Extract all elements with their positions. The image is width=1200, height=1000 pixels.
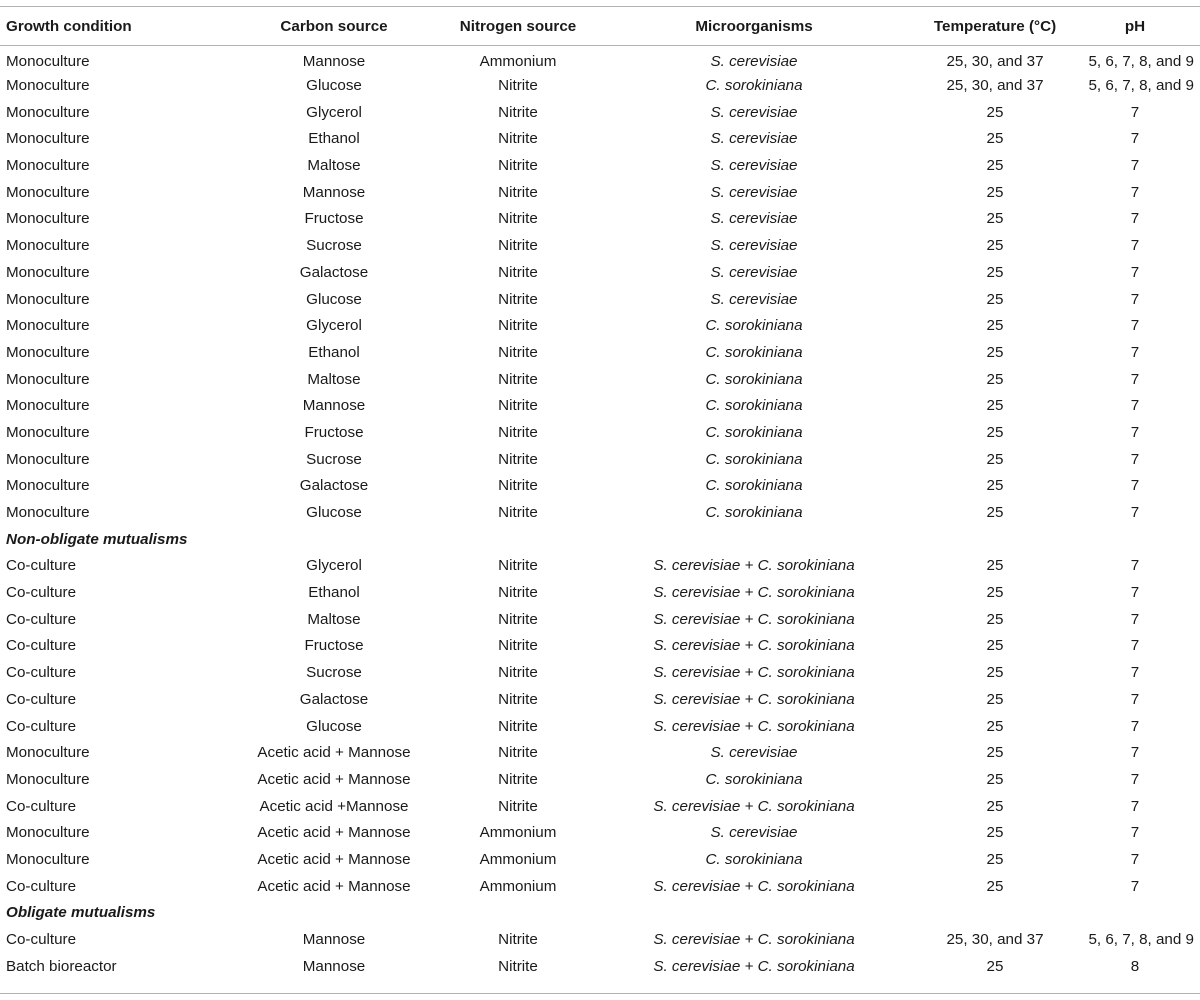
nitrogen-source-cell: Nitrite: [498, 957, 538, 975]
ph-cell: 7: [1130, 744, 1140, 762]
nitrogen-source-cell: Nitrite: [498, 504, 538, 522]
header-growth-condition: Growth condition: [0, 7, 220, 46]
growth-condition-cell: Monoculture: [6, 423, 90, 441]
table-row: [0, 259, 1200, 286]
table-row: [0, 286, 1200, 313]
table-row: [0, 633, 1200, 660]
growth-condition-cell: Co-culture: [6, 664, 77, 682]
temperature-cell: 25: [986, 584, 1004, 602]
table-row: [0, 152, 1200, 179]
temperature-cell: 25: [986, 877, 1004, 895]
growth-condition-cell: Co-culture: [6, 690, 77, 708]
carbon-source-cell: Sucrose: [306, 450, 362, 468]
header-microorganisms: Microorganisms: [588, 7, 920, 46]
table-row: [0, 739, 1200, 766]
nitrogen-source-cell: Nitrite: [498, 717, 538, 735]
microorganisms-cell: S. cerevisiae + C. sorokiniana: [653, 637, 855, 655]
header-ph: pH: [1070, 7, 1200, 46]
temperature-cell: 25: [986, 450, 1004, 468]
nitrogen-source-cell: Nitrite: [498, 77, 538, 95]
carbon-source-cell: Ethanol: [308, 584, 360, 602]
carbon-source-cell: Ethanol: [308, 343, 360, 361]
carbon-source-cell: Glycerol: [306, 103, 362, 121]
table-row: [0, 713, 1200, 740]
temperature-cell: 25: [986, 957, 1004, 975]
growth-condition-cell: Monoculture: [6, 504, 90, 522]
table-row: [0, 126, 1200, 153]
nitrogen-source-cell: Nitrite: [498, 183, 538, 201]
carbon-source-cell: Mannose: [302, 183, 366, 201]
table-row: [0, 72, 1200, 99]
microorganisms-cell: S. cerevisiae + C. sorokiniana: [653, 877, 855, 895]
growth-condition-cell: Co-culture: [6, 584, 77, 602]
temperature-cell: 25: [986, 690, 1004, 708]
nitrogen-source-cell: Ammonium: [479, 824, 557, 842]
table-row: [0, 926, 1200, 953]
nitrogen-source-cell: Nitrite: [498, 584, 538, 602]
temperature-cell: 25: [986, 477, 1004, 495]
ph-cell: 7: [1130, 450, 1140, 468]
ph-cell: 7: [1130, 370, 1140, 388]
temperature-cell: 25: [986, 343, 1004, 361]
growth-condition-cell: Co-culture: [6, 717, 77, 735]
temperature-cell: 25: [986, 183, 1004, 201]
table-row: [0, 793, 1200, 820]
nitrogen-source-cell: Nitrite: [498, 210, 538, 228]
ph-cell: 7: [1130, 664, 1140, 682]
nitrogen-source-cell: Nitrite: [498, 423, 538, 441]
temperature-cell: 25: [986, 103, 1004, 121]
microorganisms-cell: C. sorokiniana: [705, 370, 803, 388]
nitrogen-source-cell: Nitrite: [498, 557, 538, 575]
microorganisms-cell: S. cerevisiae + C. sorokiniana: [653, 717, 855, 735]
carbon-source-cell: Galactose: [299, 690, 369, 708]
ph-cell: 7: [1130, 637, 1140, 655]
carbon-source-cell: Acetic acid +Mannose: [259, 797, 409, 815]
section-label: Non-obligate mutualisms: [6, 530, 188, 548]
nitrogen-source-cell: Nitrite: [498, 237, 538, 255]
ph-cell: 7: [1130, 504, 1140, 522]
nitrogen-source-cell: Nitrite: [498, 343, 538, 361]
growth-condition-cell: Co-culture: [6, 797, 77, 815]
temperature-cell: 25: [986, 504, 1004, 522]
table-row: [0, 179, 1200, 206]
temperature-cell: 25, 30, and 37: [946, 53, 1044, 71]
carbon-source-cell: Acetic acid + Mannose: [257, 850, 411, 868]
temperature-cell: 25: [986, 824, 1004, 842]
microorganisms-cell: S. cerevisiae + C. sorokiniana: [653, 557, 855, 575]
microorganisms-cell: S. cerevisiae: [710, 103, 798, 121]
table-row: [0, 419, 1200, 446]
growth-condition-cell: Monoculture: [6, 210, 90, 228]
table-row: [0, 312, 1200, 339]
temperature-cell: 25: [986, 157, 1004, 175]
microorganisms-cell: S. cerevisiae + C. sorokiniana: [653, 797, 855, 815]
microorganisms-cell: S. cerevisiae: [710, 290, 798, 308]
ph-cell: 7: [1130, 690, 1140, 708]
carbon-source-cell: Glycerol: [306, 317, 362, 335]
nitrogen-source-cell: Ammonium: [479, 53, 557, 71]
carbon-source-cell: Sucrose: [306, 664, 362, 682]
table-row: [0, 499, 1200, 526]
microorganisms-cell: C. sorokiniana: [705, 77, 803, 95]
table-row: [0, 473, 1200, 500]
temperature-cell: 25: [986, 664, 1004, 682]
nitrogen-source-cell: Nitrite: [498, 744, 538, 762]
growth-conditions-table: [0, 6, 1200, 980]
nitrogen-source-cell: Nitrite: [498, 664, 538, 682]
temperature-cell: 25: [986, 290, 1004, 308]
microorganisms-cell: C. sorokiniana: [705, 850, 803, 868]
carbon-source-cell: Glucose: [306, 77, 362, 95]
temperature-cell: 25: [986, 610, 1004, 628]
temperature-cell: 25, 30, and 37: [946, 77, 1044, 95]
temperature-cell: 25: [986, 130, 1004, 148]
growth-condition-cell: Monoculture: [6, 290, 90, 308]
carbon-source-cell: Acetic acid + Mannose: [257, 770, 411, 788]
ph-cell: 7: [1130, 183, 1140, 201]
growth-condition-cell: Monoculture: [6, 770, 90, 788]
nitrogen-source-cell: Nitrite: [498, 450, 538, 468]
growth-condition-cell: Co-culture: [6, 877, 77, 895]
carbon-source-cell: Mannose: [302, 931, 366, 949]
temperature-cell: 25: [986, 637, 1004, 655]
nitrogen-source-cell: Nitrite: [498, 477, 538, 495]
microorganisms-cell: S. cerevisiae: [710, 824, 798, 842]
carbon-source-cell: Maltose: [307, 610, 361, 628]
growth-condition-cell: Monoculture: [6, 53, 90, 71]
growth-condition-cell: Monoculture: [6, 157, 90, 175]
microorganisms-cell: C. sorokiniana: [705, 770, 803, 788]
ph-cell: 7: [1130, 130, 1140, 148]
nitrogen-source-cell: Nitrite: [498, 290, 538, 308]
microorganisms-cell: S. cerevisiae: [710, 130, 798, 148]
growth-condition-cell: Monoculture: [6, 450, 90, 468]
growth-condition-cell: Monoculture: [6, 744, 90, 762]
section-label: Obligate mutualisms: [6, 904, 156, 922]
carbon-source-cell: Mannose: [302, 957, 366, 975]
table-row: [0, 232, 1200, 259]
table-row: [0, 579, 1200, 606]
table-row: [0, 339, 1200, 366]
nitrogen-source-cell: Ammonium: [479, 850, 557, 868]
table-row: [0, 206, 1200, 233]
table-row: [0, 553, 1200, 580]
ph-cell: 7: [1130, 610, 1140, 628]
temperature-cell: 25: [986, 770, 1004, 788]
ph-cell: 7: [1130, 103, 1140, 121]
table-row: [0, 846, 1200, 873]
ph-cell: 7: [1130, 850, 1140, 868]
table-row: [0, 392, 1200, 419]
carbon-source-cell: Glucose: [306, 717, 362, 735]
ph-cell: 7: [1130, 263, 1140, 281]
table-row: [0, 99, 1200, 126]
ph-cell: 7: [1130, 397, 1140, 415]
temperature-cell: 25: [986, 397, 1004, 415]
microorganisms-cell: S. cerevisiae + C. sorokiniana: [653, 610, 855, 628]
table-row: [0, 659, 1200, 686]
table-row: [0, 819, 1200, 846]
microorganisms-cell: C. sorokiniana: [705, 504, 803, 522]
growth-condition-cell: Monoculture: [6, 77, 90, 95]
table-body: [0, 46, 1200, 980]
growth-condition-cell: Batch bioreactor: [6, 957, 117, 975]
table-row: [0, 873, 1200, 900]
carbon-source-cell: Mannose: [302, 53, 366, 71]
temperature-cell: 25: [986, 850, 1004, 868]
ph-cell: 7: [1130, 290, 1140, 308]
ph-cell: 5, 6, 7, 8, and 9: [1088, 931, 1194, 949]
nitrogen-source-cell: Nitrite: [498, 103, 538, 121]
growth-condition-cell: Co-culture: [6, 557, 77, 575]
carbon-source-cell: Acetic acid + Mannose: [257, 877, 411, 895]
ph-cell: 7: [1130, 584, 1140, 602]
microorganisms-cell: S. cerevisiae: [710, 237, 798, 255]
carbon-source-cell: Sucrose: [306, 237, 362, 255]
growth-condition-cell: Monoculture: [6, 183, 90, 201]
growth-condition-cell: Monoculture: [6, 370, 90, 388]
nitrogen-source-cell: Nitrite: [498, 263, 538, 281]
table-row: [0, 446, 1200, 473]
growth-condition-cell: Monoculture: [6, 824, 90, 842]
microorganisms-cell: S. cerevisiae + C. sorokiniana: [653, 584, 855, 602]
ph-cell: 7: [1130, 770, 1140, 788]
temperature-cell: 25: [986, 557, 1004, 575]
temperature-cell: 25, 30, and 37: [946, 931, 1044, 949]
ph-cell: 7: [1130, 824, 1140, 842]
table-row: [0, 366, 1200, 393]
ph-cell: 7: [1130, 477, 1140, 495]
table-row: [0, 686, 1200, 713]
growth-condition-cell: Co-culture: [6, 637, 77, 655]
carbon-source-cell: Acetic acid + Mannose: [257, 824, 411, 842]
temperature-cell: 25: [986, 423, 1004, 441]
nitrogen-source-cell: Nitrite: [498, 397, 538, 415]
temperature-cell: 25: [986, 210, 1004, 228]
growth-condition-cell: Monoculture: [6, 397, 90, 415]
growth-condition-cell: Monoculture: [6, 263, 90, 281]
table-row: [0, 766, 1200, 793]
ph-cell: 7: [1130, 157, 1140, 175]
header-row: [0, 7, 1200, 46]
growth-condition-cell: Monoculture: [6, 103, 90, 121]
carbon-source-cell: Fructose: [304, 210, 364, 228]
carbon-source-cell: Galactose: [299, 477, 369, 495]
growth-condition-cell: Co-culture: [6, 931, 77, 949]
carbon-source-cell: Mannose: [302, 397, 366, 415]
ph-cell: 5, 6, 7, 8, and 9: [1088, 77, 1194, 95]
temperature-cell: 25: [986, 717, 1004, 735]
nitrogen-source-cell: Nitrite: [498, 317, 538, 335]
header-carbon-source: Carbon source: [220, 7, 448, 46]
carbon-source-cell: Ethanol: [308, 130, 360, 148]
carbon-source-cell: Galactose: [299, 263, 369, 281]
growth-condition-cell: Monoculture: [6, 850, 90, 868]
microorganisms-cell: S. cerevisiae: [710, 53, 798, 71]
microorganisms-cell: S. cerevisiae + C. sorokiniana: [653, 931, 855, 949]
temperature-cell: 25: [986, 744, 1004, 762]
temperature-cell: 25: [986, 237, 1004, 255]
ph-cell: 7: [1130, 237, 1140, 255]
nitrogen-source-cell: Nitrite: [498, 637, 538, 655]
nitrogen-source-cell: Nitrite: [498, 690, 538, 708]
microorganisms-cell: S. cerevisiae: [710, 210, 798, 228]
ph-cell: 7: [1130, 557, 1140, 575]
microorganisms-cell: S. cerevisiae: [710, 744, 798, 762]
growth-condition-cell: Monoculture: [6, 477, 90, 495]
nitrogen-source-cell: Nitrite: [498, 157, 538, 175]
ph-cell: 7: [1130, 343, 1140, 361]
carbon-source-cell: Fructose: [304, 423, 364, 441]
temperature-cell: 25: [986, 317, 1004, 335]
carbon-source-cell: Glucose: [306, 290, 362, 308]
bottom-rule: [0, 993, 1200, 994]
table-row: [0, 46, 1200, 73]
section-header-row: [0, 526, 1200, 553]
ph-cell: 8: [1130, 957, 1140, 975]
nitrogen-source-cell: Nitrite: [498, 130, 538, 148]
microorganisms-cell: S. cerevisiae + C. sorokiniana: [653, 690, 855, 708]
growth-condition-cell: Monoculture: [6, 237, 90, 255]
carbon-source-cell: Fructose: [304, 637, 364, 655]
growth-condition-cell: Monoculture: [6, 343, 90, 361]
microorganisms-cell: S. cerevisiae: [710, 263, 798, 281]
carbon-source-cell: Maltose: [307, 157, 361, 175]
growth-condition-cell: Monoculture: [6, 130, 90, 148]
temperature-cell: 25: [986, 370, 1004, 388]
ph-cell: 7: [1130, 423, 1140, 441]
carbon-source-cell: Glucose: [306, 504, 362, 522]
microorganisms-cell: S. cerevisiae: [710, 157, 798, 175]
growth-condition-cell: Monoculture: [6, 317, 90, 335]
nitrogen-source-cell: Nitrite: [498, 797, 538, 815]
microorganisms-cell: C. sorokiniana: [705, 450, 803, 468]
carbon-source-cell: Maltose: [307, 370, 361, 388]
nitrogen-source-cell: Ammonium: [479, 877, 557, 895]
ph-cell: 7: [1130, 877, 1140, 895]
carbon-source-cell: Glycerol: [306, 557, 362, 575]
microorganisms-cell: C. sorokiniana: [705, 343, 803, 361]
ph-cell: 7: [1130, 317, 1140, 335]
microorganisms-cell: C. sorokiniana: [705, 423, 803, 441]
microorganisms-cell: C. sorokiniana: [705, 477, 803, 495]
nitrogen-source-cell: Nitrite: [498, 370, 538, 388]
ph-cell: 7: [1130, 717, 1140, 735]
microorganisms-cell: S. cerevisiae + C. sorokiniana: [653, 957, 855, 975]
temperature-cell: 25: [986, 263, 1004, 281]
nitrogen-source-cell: Nitrite: [498, 770, 538, 788]
temperature-cell: 25: [986, 797, 1004, 815]
ph-cell: 7: [1130, 797, 1140, 815]
microorganisms-cell: C. sorokiniana: [705, 317, 803, 335]
table-row: [0, 606, 1200, 633]
nitrogen-source-cell: Nitrite: [498, 931, 538, 949]
ph-cell: 7: [1130, 210, 1140, 228]
nitrogen-source-cell: Nitrite: [498, 610, 538, 628]
microorganisms-cell: S. cerevisiae: [710, 183, 798, 201]
microorganisms-cell: C. sorokiniana: [705, 397, 803, 415]
header-nitrogen-source: Nitrogen source: [448, 7, 588, 46]
section-header-row: [0, 900, 1200, 927]
growth-condition-cell: Co-culture: [6, 610, 77, 628]
carbon-source-cell: Acetic acid + Mannose: [257, 744, 411, 762]
table-header: [0, 7, 1200, 46]
microorganisms-cell: S. cerevisiae + C. sorokiniana: [653, 664, 855, 682]
table-row: [0, 953, 1200, 980]
header-temperature: Temperature (°C): [920, 7, 1070, 46]
ph-cell: 5, 6, 7, 8, and 9: [1088, 53, 1194, 71]
